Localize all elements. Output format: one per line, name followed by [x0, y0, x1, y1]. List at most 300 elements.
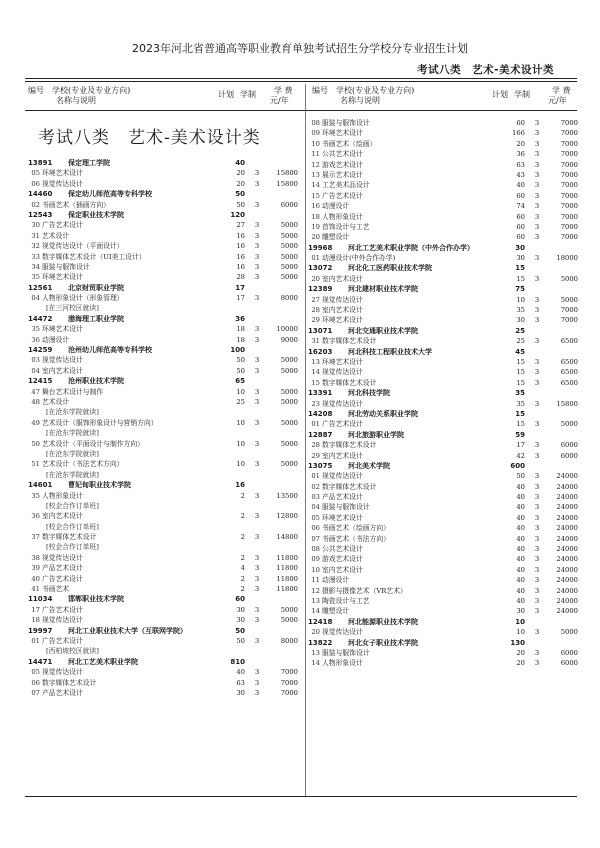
major-row — [28, 293, 300, 303]
plan-cell: 60 — [235, 595, 245, 604]
name-cell: 书画艺术（书法方向） — [322, 534, 390, 543]
major-row — [308, 180, 580, 190]
years-cell: 3 — [254, 668, 260, 677]
years-cell: 3 — [534, 399, 540, 408]
name-cell: 数字媒体艺术设计 — [322, 441, 377, 450]
fee-cell: 12800 — [276, 512, 298, 521]
fee-cell: 13500 — [276, 491, 298, 500]
fee-cell: 7000 — [560, 181, 578, 190]
note-row — [28, 407, 300, 417]
header-school-label-right: 学校(专业及专业方向) — [336, 86, 415, 95]
code-cell: 19968 — [308, 243, 333, 252]
fee-cell: 5000 — [280, 273, 298, 282]
major-row — [308, 128, 580, 138]
code-cell: 37 — [31, 533, 40, 542]
fee-cell: 15800 — [276, 179, 298, 188]
plan-cell: 10 — [236, 439, 245, 448]
name-cell: 河北旅游职业学院 — [348, 430, 404, 439]
header-school-label: 学校(专业及专业方向) — [52, 86, 131, 95]
major-row — [308, 658, 580, 668]
name-cell: 动漫设计 — [322, 202, 350, 211]
plan-cell: 40 — [516, 524, 525, 533]
header-plan-label: 计划 — [218, 90, 234, 99]
major-row — [28, 397, 300, 407]
name-cell: 河北工艺美术职业学院 — [68, 657, 138, 666]
plan-cell: 16 — [236, 252, 245, 261]
code-cell: 14259 — [28, 346, 53, 355]
years-cell: 3 — [254, 439, 260, 448]
name-cell: 舞台艺术设计与制作 — [42, 387, 104, 396]
code-cell: 14 — [311, 607, 320, 616]
years-cell: 3 — [534, 596, 540, 605]
fee-cell: 6000 — [560, 441, 578, 450]
school-row — [28, 657, 300, 667]
code-cell: 14460 — [28, 190, 53, 199]
major-row — [28, 491, 300, 501]
plan-cell: 15 — [516, 420, 525, 429]
plan-cell: 50 — [236, 636, 245, 645]
fee-cell: 7000 — [280, 678, 298, 687]
plan-cell: 16 — [236, 242, 245, 251]
major-row — [28, 688, 300, 698]
major-row — [308, 523, 580, 533]
code-cell: 15 — [311, 378, 320, 387]
name-cell: 陶瓷设计与工艺 — [322, 596, 370, 605]
code-cell: 11 — [311, 576, 320, 585]
right-table — [308, 118, 580, 669]
major-row — [308, 534, 580, 544]
fee-cell: 24000 — [556, 534, 578, 543]
name-cell: 产品艺术设计 — [42, 688, 83, 697]
years-cell: 3 — [534, 513, 540, 522]
name-cell: 游戏艺术设计 — [322, 555, 363, 564]
major-row — [28, 439, 300, 449]
years-cell: 3 — [254, 356, 260, 365]
name-cell: 工艺美术品设计 — [322, 181, 370, 190]
name-cell: 艺术设计（服饰形象设计与营销方向） — [42, 418, 158, 427]
plan-cell: 100 — [230, 346, 245, 355]
fee-cell: 7000 — [560, 139, 578, 148]
plan-cell: 40 — [235, 159, 245, 167]
school-row — [308, 617, 580, 627]
major-row — [308, 274, 580, 284]
years-cell: 3 — [534, 337, 540, 346]
major-row — [308, 160, 580, 170]
major-row — [28, 667, 300, 677]
fee-cell: 7000 — [560, 222, 578, 231]
school-row — [28, 189, 300, 199]
major-row — [308, 201, 580, 211]
code-cell: 04 — [31, 366, 40, 375]
plan-cell: 60 — [516, 222, 525, 231]
page-title: 2023年河北省普通高等职业教育单独考试招生分学校分专业招生计划 — [132, 42, 468, 55]
major-row — [308, 232, 580, 242]
name-cell: 视觉传达设计 — [322, 628, 363, 637]
header-code-label-right: 编号 — [312, 86, 328, 95]
years-cell: 3 — [534, 555, 540, 564]
left-table — [28, 158, 300, 698]
years-cell: 3 — [254, 460, 260, 469]
code-cell: 07 — [311, 534, 320, 543]
plan-cell: 30 — [516, 316, 525, 325]
fee-cell: 7000 — [560, 191, 578, 200]
plan-cell: 28 — [236, 273, 245, 282]
code-cell: 12887 — [308, 430, 333, 439]
school-row — [308, 388, 580, 398]
school-row — [308, 263, 580, 273]
name-cell: 游戏艺术设计 — [322, 160, 363, 169]
major-row — [308, 139, 580, 149]
fee-cell: 7000 — [560, 119, 578, 127]
plan-cell: 15 — [516, 378, 525, 387]
years-cell: 3 — [534, 306, 540, 315]
plan-cell: 2 — [240, 512, 245, 521]
major-row — [308, 149, 580, 159]
fee-cell: 8000 — [280, 294, 298, 303]
plan-cell: 30 — [236, 616, 245, 625]
name-cell: 河北劳动关系职业学院 — [348, 409, 418, 418]
plan-cell: 30 — [515, 243, 525, 252]
code-cell: 13822 — [308, 638, 333, 647]
major-row — [28, 553, 300, 563]
name-cell: 河北工艺美术职业学院（中外合作办学） — [348, 243, 474, 252]
name-cell: 环境艺术设计 — [322, 513, 363, 522]
plan-cell: 35 — [516, 306, 525, 315]
fee-cell: 18000 — [556, 254, 578, 263]
top-rule-thin — [25, 81, 577, 82]
major-row — [28, 615, 300, 625]
fee-cell: 5000 — [280, 460, 298, 469]
years-cell: 3 — [254, 200, 260, 209]
fee-cell: 9000 — [280, 335, 298, 344]
code-cell: 08 — [311, 119, 320, 127]
code-cell: 27 — [311, 295, 320, 304]
school-row — [28, 158, 300, 168]
header-rule — [25, 110, 577, 111]
years-cell: 3 — [254, 553, 260, 562]
fee-cell: 6000 — [280, 200, 298, 209]
major-row — [308, 451, 580, 461]
years-cell: 3 — [534, 648, 540, 657]
major-row — [28, 387, 300, 397]
years-cell: 3 — [534, 150, 540, 159]
code-cell: 09 — [311, 129, 320, 138]
code-cell: 13 — [311, 170, 320, 179]
header-fee-unit: 元/年 — [270, 96, 289, 105]
years-cell: 3 — [254, 179, 260, 188]
plan-cell: 36 — [516, 150, 525, 159]
name-cell: 公共艺术设计 — [322, 150, 363, 159]
bottom-rule — [25, 796, 577, 797]
major-row — [28, 179, 300, 189]
note-row — [28, 542, 300, 552]
plan-cell: 10 — [516, 295, 525, 304]
fee-cell: 11800 — [276, 564, 298, 573]
major-row — [28, 355, 300, 365]
name-cell: 首饰设计与工艺 — [322, 222, 370, 231]
fee-cell: 6000 — [560, 648, 578, 657]
years-cell: 3 — [254, 564, 260, 573]
plan-cell: 18 — [236, 335, 245, 344]
name-cell: 河北交通职业技术学院 — [348, 326, 418, 335]
code-cell: 20 — [311, 233, 320, 242]
major-row — [308, 222, 580, 232]
name-cell: 室内艺术设计 — [322, 274, 363, 283]
name-cell: 保定职业技术学院 — [68, 210, 124, 219]
years-cell: 3 — [534, 586, 540, 595]
name-cell: 书画艺术 — [42, 585, 70, 594]
plan-cell: 40 — [516, 586, 525, 595]
major-row — [28, 324, 300, 334]
major-row — [28, 200, 300, 210]
plan-cell: 2 — [240, 491, 245, 500]
name-cell: 展示艺术设计 — [322, 170, 363, 179]
years-cell: 3 — [254, 252, 260, 261]
note-row — [28, 470, 300, 480]
major-row — [308, 492, 580, 502]
code-cell: 13391 — [308, 389, 333, 398]
plan-cell: 50 — [236, 356, 245, 365]
major-row — [308, 565, 580, 575]
code-cell: 17 — [31, 605, 40, 614]
plan-cell: 20 — [236, 179, 245, 188]
years-cell: 3 — [254, 231, 260, 240]
plan-cell: 40 — [236, 668, 245, 677]
years-cell: 3 — [534, 191, 540, 200]
code-cell: 32 — [31, 242, 40, 251]
name-cell: 数字媒体艺术设计 — [322, 337, 377, 346]
name-cell: 艺术设计 — [42, 397, 70, 406]
years-cell: 3 — [534, 202, 540, 211]
plan-cell: 30 — [516, 254, 525, 263]
fee-cell: 24000 — [556, 607, 578, 616]
fee-cell: 5000 — [280, 366, 298, 375]
years-cell: 3 — [534, 493, 540, 502]
years-cell: 3 — [534, 482, 540, 491]
major-row — [308, 378, 580, 388]
years-cell: 3 — [534, 565, 540, 574]
plan-cell: 65 — [235, 377, 245, 386]
plan-cell: 2 — [240, 553, 245, 562]
note-row — [28, 303, 300, 313]
category-subtitle: 考试八类 艺术-美术设计类 — [417, 64, 554, 76]
years-cell: 3 — [534, 170, 540, 179]
code-cell: 23 — [311, 399, 320, 408]
years-cell: 3 — [534, 420, 540, 429]
major-row — [308, 513, 580, 523]
name-cell: 沧州职业技术学院 — [68, 377, 124, 386]
years-cell: 3 — [534, 222, 540, 231]
plan-cell: 120 — [230, 210, 245, 219]
fee-cell: 5000 — [280, 397, 298, 406]
name-cell: 雕塑设计 — [322, 607, 350, 616]
major-row — [28, 636, 300, 646]
code-cell: 13072 — [308, 264, 333, 273]
plan-cell: 40 — [516, 503, 525, 512]
years-cell: 3 — [254, 512, 260, 521]
code-cell: 07 — [31, 688, 40, 697]
fee-cell: 11800 — [276, 585, 298, 594]
major-row — [308, 627, 580, 637]
major-row — [28, 605, 300, 615]
code-cell: 04 — [31, 294, 40, 303]
fee-cell: 24000 — [556, 545, 578, 554]
name-cell: 广告艺术设计 — [322, 420, 363, 429]
name-cell: 北京财贸职业学院 — [68, 283, 124, 292]
years-cell: 3 — [254, 688, 260, 697]
fee-cell: 6500 — [560, 368, 578, 377]
major-row — [28, 532, 300, 542]
plan-cell: 50 — [516, 472, 525, 481]
code-cell: 06 — [31, 179, 40, 188]
code-cell: 13 — [311, 596, 320, 605]
plan-cell: 2 — [240, 585, 245, 594]
code-cell: 15 — [311, 191, 320, 200]
plan-cell: 40 — [516, 181, 525, 190]
plan-cell: 63 — [516, 160, 525, 169]
major-row — [308, 482, 580, 492]
major-row — [28, 418, 300, 428]
major-row — [308, 357, 580, 367]
years-cell: 3 — [534, 576, 540, 585]
plan-cell: 16 — [235, 481, 245, 490]
name-cell: 服装与服饰设计 — [42, 262, 90, 271]
name-cell: 保定理工学院 — [68, 159, 110, 167]
fee-cell: 5000 — [560, 274, 578, 283]
plan-cell: 30 — [236, 605, 245, 614]
code-cell: 09 — [311, 555, 320, 564]
major-row — [28, 563, 300, 573]
code-cell: 28 — [311, 441, 320, 450]
major-row — [308, 170, 580, 180]
major-row — [28, 168, 300, 178]
code-cell: 13071 — [308, 326, 333, 335]
major-row — [308, 502, 580, 512]
name-cell: 艺术设计（平面设计与制作方向） — [42, 439, 144, 448]
years-cell: 3 — [534, 607, 540, 616]
name-cell: 环境艺术设计 — [42, 169, 83, 178]
years-cell: 3 — [534, 119, 540, 127]
fee-cell: 24000 — [556, 555, 578, 564]
major-row — [28, 574, 300, 584]
years-cell: 3 — [534, 503, 540, 512]
code-cell: 06 — [31, 678, 40, 687]
name-cell: 视觉传达设计（平面设计） — [42, 242, 124, 251]
name-cell: 动漫设计 — [322, 576, 350, 585]
name-cell: 视觉传达设计 — [42, 553, 83, 562]
name-cell: 人物形象设计 — [42, 491, 83, 500]
right-column — [308, 118, 580, 669]
code-cell: 14 — [311, 659, 320, 668]
name-cell: 视觉传达设计 — [42, 668, 83, 677]
major-row — [28, 678, 300, 688]
fee-cell: 5000 — [280, 356, 298, 365]
major-row — [308, 440, 580, 450]
code-cell: 10 — [311, 139, 320, 148]
name-cell: 服装与服饰设计 — [322, 503, 370, 512]
code-cell: 03 — [311, 493, 320, 502]
header-fee-label-right: 学 费 — [552, 86, 571, 95]
name-cell: 数字媒体艺术设计 — [42, 678, 97, 687]
years-cell: 3 — [254, 585, 260, 594]
name-cell: 曹妃甸职业技术学院 — [68, 481, 131, 490]
years-cell: 3 — [534, 212, 540, 221]
plan-cell: 2 — [240, 574, 245, 583]
name-cell: 视觉传达设计 — [42, 356, 83, 365]
name-cell: 动漫设计 — [42, 335, 70, 344]
code-cell: 12543 — [28, 210, 53, 219]
years-cell: 3 — [254, 605, 260, 614]
plan-cell: 40 — [516, 513, 525, 522]
school-row — [308, 347, 580, 357]
code-cell: 31 — [31, 231, 40, 240]
plan-cell: 17 — [516, 441, 525, 450]
name-cell: 河北女子职业技术学院 — [348, 638, 418, 647]
code-cell: 19997 — [28, 626, 53, 635]
fee-cell: 5000 — [560, 295, 578, 304]
major-row — [308, 212, 580, 222]
plan-cell: 40 — [516, 545, 525, 554]
top-rule-thick — [25, 78, 577, 79]
fee-cell: 6500 — [560, 337, 578, 346]
fee-cell: 5000 — [560, 628, 578, 637]
name-cell: 视觉传达设计 — [42, 179, 83, 188]
plan-cell: 18 — [236, 325, 245, 334]
name-cell: 河北化工医药职业技术学院 — [348, 264, 432, 273]
fee-cell: 5000 — [280, 387, 298, 396]
code-cell: 12 — [311, 160, 320, 169]
plan-cell: 16 — [236, 262, 245, 271]
major-row — [308, 544, 580, 554]
years-cell: 3 — [534, 441, 540, 450]
code-cell: 39 — [31, 564, 40, 573]
plan-cell: 16 — [236, 231, 245, 240]
code-cell: 01 — [311, 420, 320, 429]
years-cell: 3 — [254, 616, 260, 625]
name-cell: [在沧东学院就读] — [46, 449, 99, 458]
major-row — [308, 586, 580, 596]
plan-cell: 35 — [515, 389, 525, 398]
major-row — [308, 471, 580, 481]
name-cell: 人物形象设计（形象管理） — [42, 294, 124, 303]
fee-cell: 6000 — [560, 659, 578, 668]
fee-cell: 5000 — [560, 420, 578, 429]
plan-cell: 15 — [516, 368, 525, 377]
name-cell: 视觉传达设计 — [322, 295, 363, 304]
code-cell: 06 — [311, 524, 320, 533]
code-cell: 14472 — [28, 314, 53, 323]
plan-cell: 60 — [516, 212, 525, 221]
plan-cell: 30 — [516, 607, 525, 616]
fee-cell: 11800 — [276, 574, 298, 583]
plan-cell: 60 — [516, 119, 525, 127]
name-cell: 沧州幼儿师范高等专科学校 — [68, 346, 152, 355]
code-cell: 14 — [311, 181, 320, 190]
school-row — [308, 326, 580, 336]
code-cell: 16203 — [308, 347, 333, 356]
plan-cell: 43 — [516, 170, 525, 179]
years-cell: 3 — [254, 574, 260, 583]
plan-cell: 166 — [512, 129, 525, 138]
fee-cell: 5000 — [280, 616, 298, 625]
years-cell: 3 — [534, 659, 540, 668]
note-row — [28, 449, 300, 459]
header-years-label: 学制 — [240, 90, 256, 99]
name-cell: 室内艺术设计 — [322, 306, 363, 315]
name-cell: 环境艺术设计 — [322, 357, 363, 366]
code-cell: 13 — [311, 357, 320, 366]
code-cell: 01 — [311, 472, 320, 481]
